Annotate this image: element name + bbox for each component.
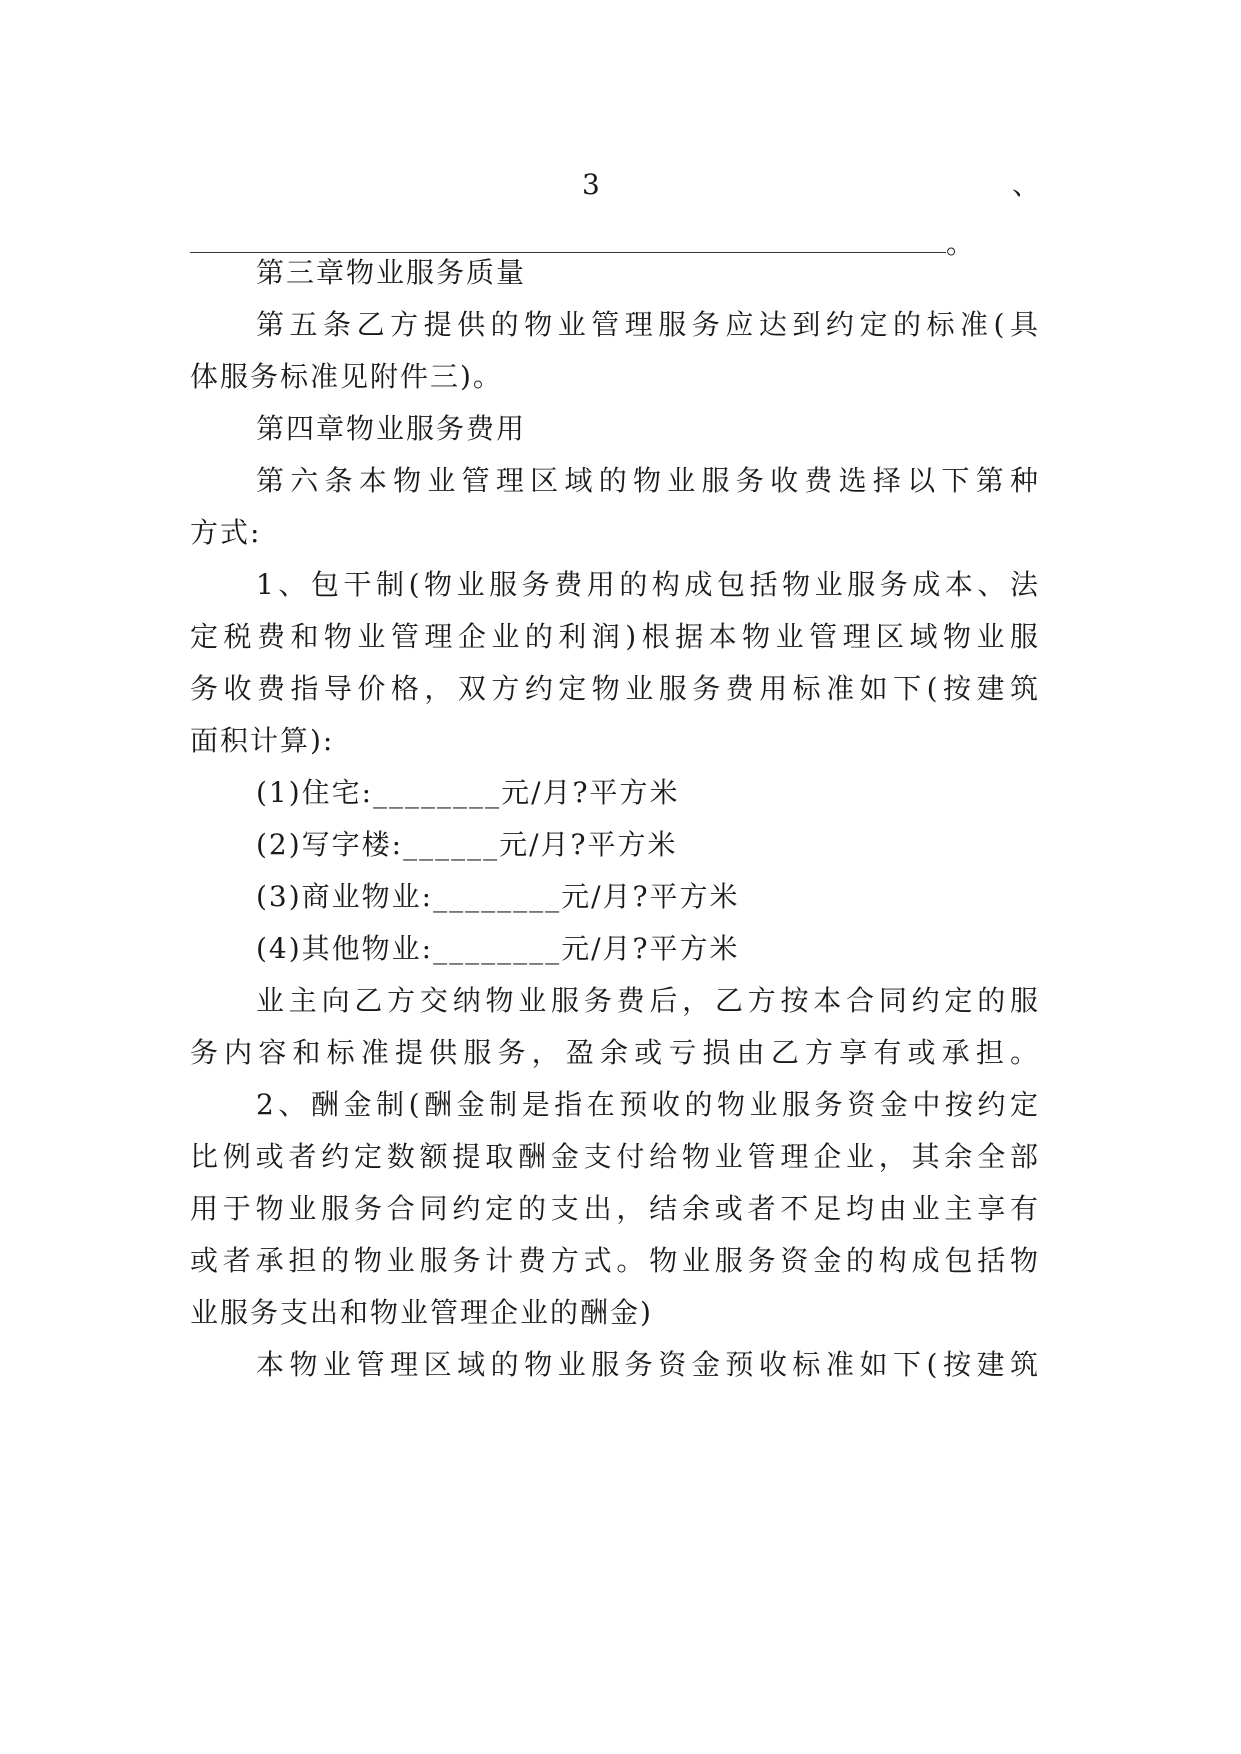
option-1-line-2: 定税费和物业管理企业的利润)根据本物业管理区域物业服: [190, 620, 1040, 653]
chapter-3-title: 第三章物业服务质量: [256, 256, 527, 289]
fee-office: (2)写字楼:______元/月?平方米: [256, 828, 678, 861]
prepay-standard-line-1: 本物业管理区域的物业服务资金预收标准如下(按建筑: [256, 1348, 1040, 1381]
article-6-line-2: 方式:: [190, 516, 262, 549]
option-2-line-2: 比例或者约定数额提取酬金支付给物业管理企业，其余全部: [190, 1140, 1040, 1173]
fee-other: (4)其他物业:________元/月?平方米: [256, 932, 740, 965]
item-separator: 、: [1012, 168, 1041, 201]
option-2-line-4: 或者承担的物业服务计费方式。物业服务资金的构成包括物: [190, 1244, 1040, 1277]
owner-paragraph-line-2: 务内容和标准提供服务，盈余或亏损由乙方享有或承担。: [190, 1036, 1040, 1069]
blank-end-mark: 。: [946, 227, 975, 260]
article-6-line-1: 第六条本物业管理区域的物业服务收费选择以下第种: [256, 464, 1040, 497]
option-2-line-3: 用于物业服务合同约定的支出，结余或者不足均由业主享有: [190, 1192, 1040, 1225]
item-number: 3: [582, 168, 600, 201]
fee-residential: (1)住宅:________元/月?平方米: [256, 776, 680, 809]
chapter-4-title: 第四章物业服务费用: [256, 412, 527, 445]
blank-underline: [190, 224, 946, 253]
option-2-line-5: 业服务支出和物业管理企业的酬金): [190, 1296, 653, 1329]
article-5-line-2: 体服务标准见附件三)。: [190, 360, 503, 393]
fee-commercial: (3)商业物业:________元/月?平方米: [256, 880, 740, 913]
option-1-line-3: 务收费指导价格，双方约定物业服务费用标准如下(按建筑: [190, 672, 1040, 705]
article-5-line-1: 第五条乙方提供的物业管理服务应达到约定的标准(具: [256, 308, 1040, 341]
option-1-line-1: 1、包干制(物业服务费用的构成包括物业服务成本、法: [256, 568, 1040, 601]
owner-paragraph-line-1: 业主向乙方交纳物业服务费后，乙方按本合同约定的服: [256, 984, 1040, 1017]
option-1-line-4: 面积计算):: [190, 724, 335, 757]
option-2-line-1: 2、酬金制(酬金制是指在预收的物业服务资金中按约定: [256, 1088, 1040, 1121]
